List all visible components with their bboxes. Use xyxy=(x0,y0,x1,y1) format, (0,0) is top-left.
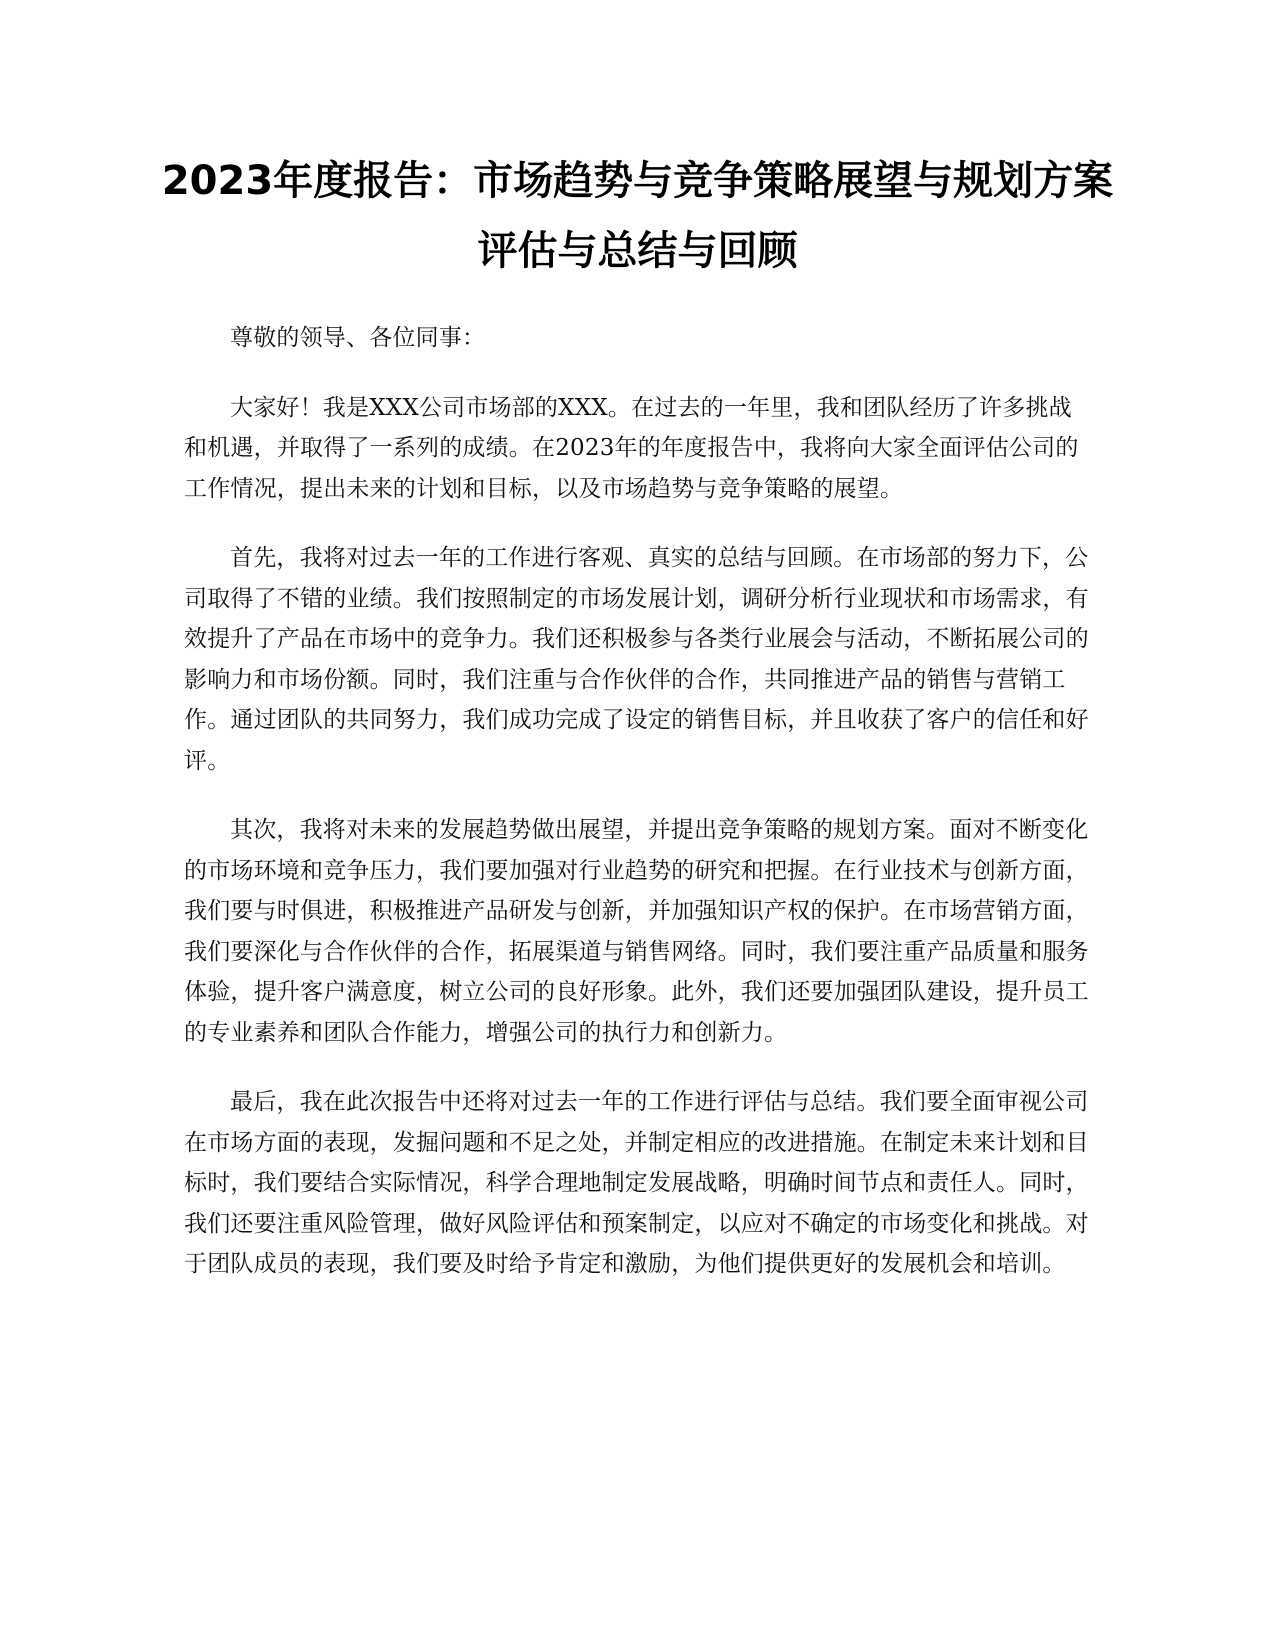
outlook-paragraph: 其次，我将对未来的发展趋势做出展望，并提出竞争策略的规划方案。面对不断变化的市场环境和竞争压力，我们要加强对行业趋势的研究和把握。在行业技术与创新方面，我们要与时俱进，积极推进产品研发与创新，并加强知识产权的保护。在市场营销方面，我们要深化与合作伙伴的合作，拓展渠道与销售网络。同时，我们要注重产品质量和服务体验，提升客户满意度，树立公司的良好形象。此外，我们还要加强团队建设，提升员工的专业素养和团队合作能力，增强公司的执行力和创新力。 xyxy=(184,817,1089,1046)
evaluation-paragraph: 最后，我在此次报告中还将对过去一年的工作进行评估与总结。我们要全面审视公司在市场方面的表现，发掘问题和不足之处，并制定相应的改进措施。在制定未来计划和目标时，我们要结合实际情况，科学合理地制定发展战略，明确时间节点和责任人。同时，我们还要注重风险管理，做好风险评估和预案制定，以应对不确定的市场变化和挑战。对于团队成员的表现，我们要及时给予肯定和激励，为他们提供更好的发展机会和培训。 xyxy=(184,1089,1089,1277)
salutation-paragraph: 尊敬的领导、各位同事： xyxy=(230,325,486,351)
document-body xyxy=(184,318,1089,1314)
document-title: 2023年度报告：市场趋势与竞争策略展望与规划方案评估与总结与回顾 xyxy=(161,158,1114,274)
intro-paragraph: 大家好！我是XXX公司市场部的XXX。在过去的一年里，我和团队经历了许多挑战和机遇，并取得了一系列的成绩。在2023年的年度报告中，我将向大家全面评估公司的工作情况，提出未来的计划和目标，以及市场趋势与竞争策略的展望。 xyxy=(184,394,1079,502)
review-paragraph: 首先，我将对过去一年的工作进行客观、真实的总结与回顾。在市场部的努力下，公司取得了不错的业绩。我们按照制定的市场发展计划，调研分析行业现状和市场需求，有效提升了产品在市场中的竞争力。我们还积极参与各类行业展会与活动，不断拓展公司的影响力和市场份额。同时，我们注重与合作伙伴的合作，共同推进产品的销售与营销工作。通过团队的共同努力，我们成功完成了设定的销售目标，并且收获了客户的信任和好评。 xyxy=(184,545,1089,774)
